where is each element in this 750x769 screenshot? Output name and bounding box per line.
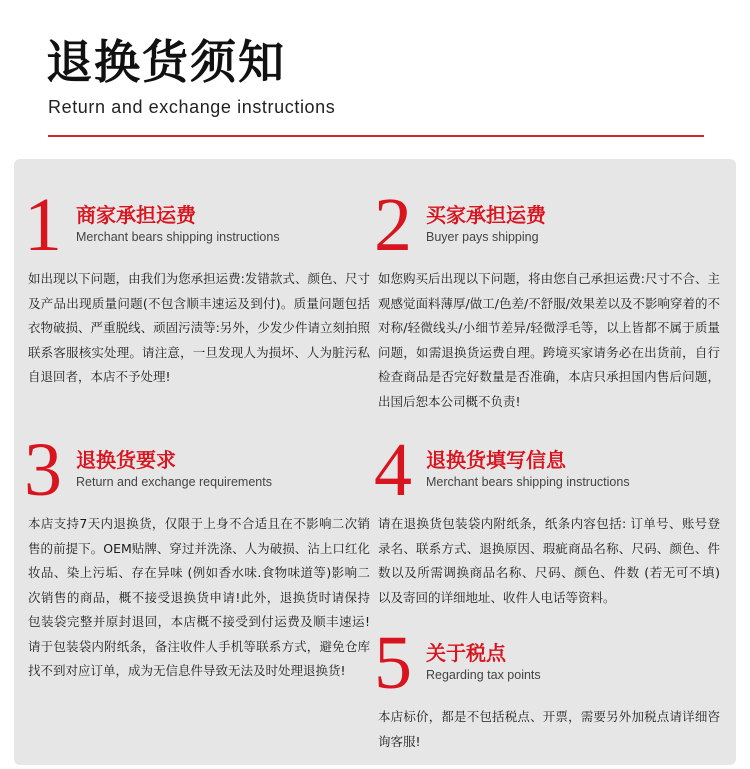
section-body: 本店支持7天内退换货，仅限于上身不合适且在不影响二次销售的前提下。OEM贴牌、穿过并洗涤、人为破损、沾上口红化妆品、染上污垢、存在异味 (例如香水味.食物味道等)影响二次销售的商品，概不接受退换货申请!此外，退换货时请保持包装袋完整并原封退回，本店概不接受到付运费及顺丰速运!请于包装袋内附纸条，备注收件人手机等联系方式，避免仓库找不到对应订单，成为无信息件导致无法及时处理退换货! xyxy=(28,516,370,678)
section-body: 本店标价，都是不包括税点、开票，需要另外加税点请详细咨询客服! xyxy=(378,709,720,749)
page-title: 退换货须知 xyxy=(46,35,286,89)
section-body: 请在退换货包装袋内附纸条，纸条内容包括: 订单号、账号登录名、联系方式、退换原因、瑕疵商品名称、尺码、颜色、件数以及所需调换商品名称、尺码、颜色、件数 (若无可不填) 以及寄回的详细地址、收件人电话等资料。 xyxy=(378,516,720,605)
section-title: 关于税点 xyxy=(426,641,506,665)
section-number: 3 xyxy=(24,428,62,512)
section-subtitle: Return and exchange requirements xyxy=(76,475,272,489)
section-subtitle: Regarding tax points xyxy=(426,668,541,682)
section-title: 商家承担运费 xyxy=(76,203,196,227)
section-title: 退换货要求 xyxy=(76,448,176,472)
section-number: 2 xyxy=(374,183,412,267)
section-title: 买家承担运费 xyxy=(426,203,546,227)
section-number: 5 xyxy=(374,621,412,705)
section-title: 退换货填写信息 xyxy=(426,448,566,472)
section-subtitle: Merchant bears shipping instructions xyxy=(76,230,280,244)
content-panel xyxy=(14,159,736,765)
page-subtitle: Return and exchange instructions xyxy=(48,97,336,117)
section-body: 如出现以下问题，由我们为您承担运费:发错款式、颜色、尺寸及产品出现质量问题(不包含顺丰速运及到付)。质量问题包括衣物破损、严重脱线、顽固污渍等:另外，少发少件请立刻拍照联系客服核实处理。请注意，一旦发现人为损坏、人为脏污私自退回者，本店不予处理! xyxy=(28,271,370,384)
section-number: 4 xyxy=(374,428,412,512)
section-number: 1 xyxy=(24,183,62,267)
section-subtitle: Buyer pays shipping xyxy=(426,230,539,244)
section-body: 如您购买后出现以下问题，将由您自己承担运费:尺寸不合、主观感觉面料薄厚/做工/色差/不舒服/效果差以及不影响穿着的不对称/轻微线头/小细节差异/轻微浮毛等，以上皆都不属于质量问题，如需退换货运费自理。跨境买家请务必在出货前，自行检查商品是否完好数量是否准确，本店只承担国内售后问题，出国后恕本公司概不负责! xyxy=(378,271,720,409)
section-subtitle: Merchant bears shipping instructions xyxy=(426,475,630,489)
title-divider xyxy=(48,135,704,137)
